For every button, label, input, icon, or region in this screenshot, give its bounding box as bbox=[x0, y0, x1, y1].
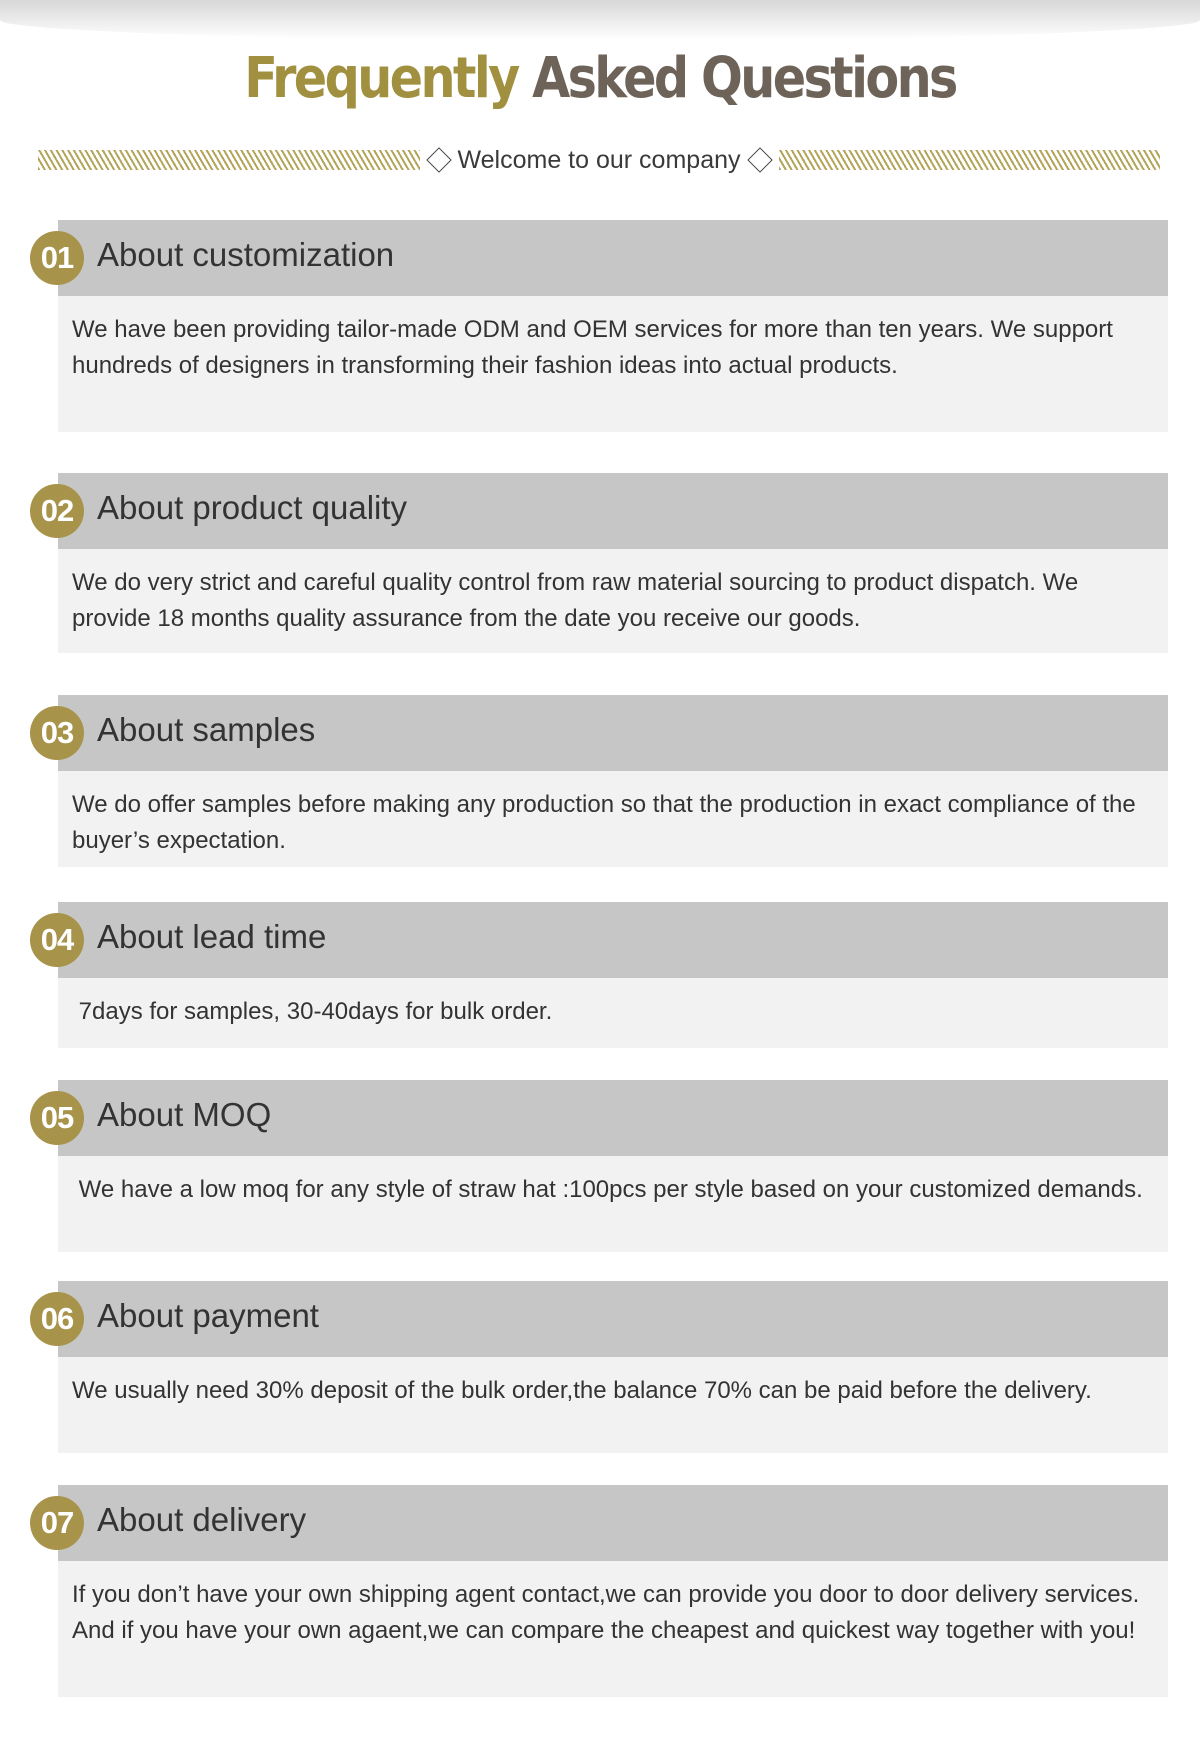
diamond-icon bbox=[747, 147, 772, 172]
faq-item-delivery bbox=[30, 1485, 1168, 1697]
faq-answer: 7days for samples, 30-40days for bulk order. bbox=[58, 978, 1168, 1048]
faq-title: About lead time bbox=[97, 918, 327, 955]
faq-title: About delivery bbox=[97, 1501, 307, 1538]
faq-answer: If you don’t have your own shipping agent contact,we can provide you door to door delivery services. And if you have your own agaent,we can compare the cheapest and quickest way together with you! bbox=[58, 1561, 1168, 1697]
faq-title: About customization bbox=[97, 236, 395, 273]
subtitle: Welcome to our company bbox=[457, 145, 741, 174]
faq-item-samples bbox=[30, 695, 1168, 867]
faq-item-quality bbox=[30, 473, 1168, 653]
faq-answer: We have a low moq for any style of straw hat :100pcs per style based on your customized demands. bbox=[58, 1156, 1168, 1252]
faq-answer: We do very strict and careful quality control from raw material sourcing to product dispatch. We provide 18 months quality assurance from the date you receive our goods. bbox=[58, 549, 1168, 653]
faq-number-badge: 02 bbox=[30, 484, 84, 538]
faq-title: About payment bbox=[97, 1297, 319, 1334]
faq-number-badge: 05 bbox=[30, 1091, 84, 1145]
faq-answer: We usually need 30% deposit of the bulk order,the balance 70% can be paid before the delivery. bbox=[58, 1357, 1168, 1453]
faq-item-payment bbox=[30, 1281, 1168, 1453]
faq-title: About MOQ bbox=[97, 1096, 272, 1133]
top-shadow-decoration bbox=[0, 0, 1200, 40]
page-title bbox=[72, 46, 1128, 111]
faq-item-moq bbox=[30, 1080, 1168, 1252]
faq-item-customization bbox=[30, 220, 1168, 432]
faq-number-badge: 07 bbox=[30, 1496, 84, 1550]
faq-number-badge: 06 bbox=[30, 1292, 84, 1346]
faq-answer: We do offer samples before making any production so that the production in exact compliance of the buyer’s expectation. bbox=[58, 771, 1168, 867]
stripe-decoration-left bbox=[38, 150, 420, 170]
faq-title: About samples bbox=[97, 711, 316, 748]
faq-number-badge: 03 bbox=[30, 706, 84, 760]
diamond-icon bbox=[426, 147, 451, 172]
faq-answer: We have been providing tailor-made ODM and OEM services for more than ten years. We support hundreds of designers in transforming their fashion ideas into actual products. bbox=[58, 296, 1168, 432]
page-title-part2: Asked Questions bbox=[532, 46, 956, 111]
faq-number-badge: 01 bbox=[30, 231, 84, 285]
faq-item-lead-time bbox=[30, 902, 1168, 1048]
subtitle-row bbox=[38, 142, 1160, 178]
faq-number-badge: 04 bbox=[30, 913, 84, 967]
faq-title: About product quality bbox=[97, 489, 408, 526]
page-title-part1: Frequently bbox=[244, 46, 518, 111]
stripe-decoration-right bbox=[779, 150, 1161, 170]
